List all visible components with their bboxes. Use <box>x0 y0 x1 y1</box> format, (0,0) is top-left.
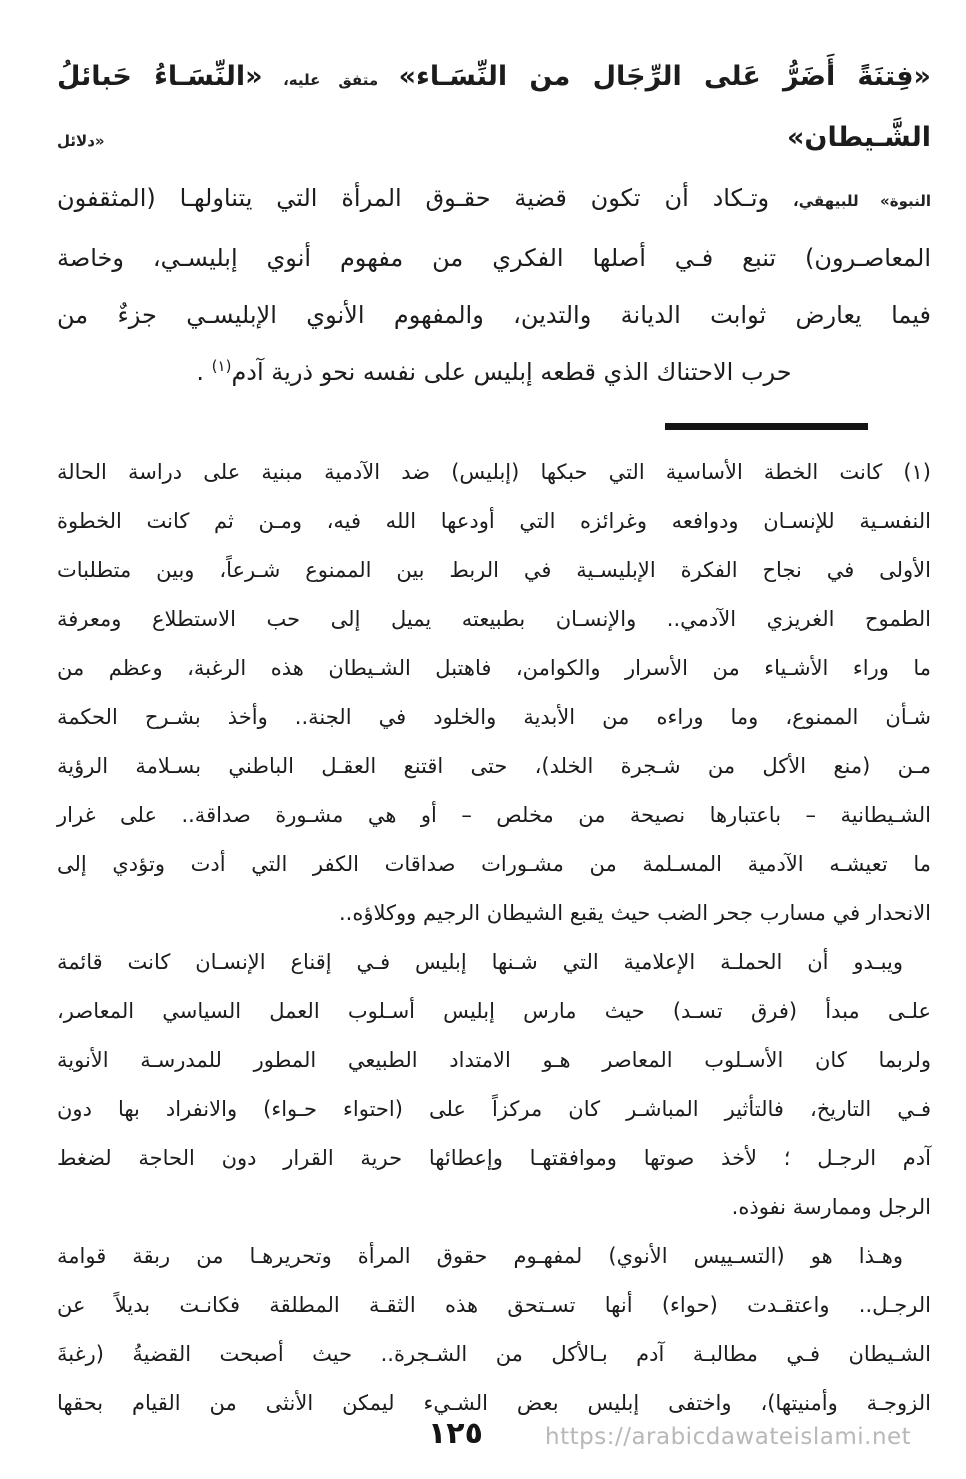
footnote-line: وهـذا هو (التسـييس الأنوي) لمفهـوم حقوق المرأة وتحريرهـا من ربقة قوامة <box>57 1244 903 1268</box>
footnote-line: آدم الرجـل ؛ لأخذ صوتها وموافقتهـا وإعطائها حرية القرار دون الحاجة لضغط <box>57 1146 931 1170</box>
hadith-quote-1: «فِتنَةً أَضَرُّ عَلى الرِّجَال من النِّسَـاء» <box>398 61 931 92</box>
main-text-line: فيما يعارض ثوابت الديانة والتدين، والمفهوم الأنوي الإبليسـي جزءٌ من <box>57 301 931 329</box>
main-text-line: المعاصـرون) تنبع فـي أصلها الفكري من مفهوم أنوي إبليسـي، وخاصة <box>57 244 931 272</box>
footnote-line: النفسـية للإنسـان ودوافعه وغرائزه التي أودعها الله فيه، ومـن ثم كانت الخطوة <box>57 509 931 533</box>
footnote-line: ما وراء الأشـياء من الأسرار والكوامن، فاهتبل الشـيطان هذه الرغبة، وعظم من <box>57 656 931 680</box>
main-text-line <box>57 344 931 401</box>
footnote-line: (١) كانت الخطة الأساسية التي حبكها (إبليس) ضد الآدمية مبنية على دراسة الحالة <box>57 460 931 484</box>
body-text: وتـكاد أن تكون قضية حقـوق المرأة التي يتناولهـا (المثقفون <box>57 184 770 212</box>
main-text-line <box>57 170 931 230</box>
hadith-source-2-part1: «دلائل <box>57 132 105 150</box>
footnote-line: الشـيطانية – باعتبارها نصيحة من مخلص – أو هي مشـورة صداقة.. على غرار <box>57 803 931 827</box>
footnote-line: الانحدار في مسارب جحر الضب حيث يقبع الشيطان الرجيم ووكلاؤه.. <box>339 901 931 925</box>
footnote-line: علـى مبدأ (فرق تسـد) حيث مارس إبليس أسـلوب العمل السياسي المعاصر، <box>57 999 931 1023</box>
page-content <box>57 48 931 1428</box>
footnote-line: ما تعيشـه الآدمية المسـلمة من مشـورات صداقات الكفر التي أدت وتؤدي إلى <box>57 852 931 876</box>
footnote-line: الطموح الغريزي الآدمي.. والإنسـان بطبيعته يميل إلى حب الاستطلاع ومعرفة <box>57 607 931 631</box>
footnote-line: الرجـل.. واعتقـدت (حواء) أنها تسـتحق هذه الثقـة المطلقة فكانـت بديلاً عن <box>57 1293 931 1317</box>
footnote-line: الرجل وممارسة نفوذه. <box>731 1195 931 1219</box>
page-number: ١٢٥ <box>428 1416 483 1451</box>
footnote-block <box>57 448 931 1428</box>
footnote-line: شـأن الممنوع، وما وراءه من الأبدية والخلود في الجنة.. وأخذ بشـرح الحكمة <box>57 705 931 729</box>
main-text-line <box>57 48 931 170</box>
body-text: حرب الاحتناك الذي قطعه إبليس على نفسه نحو ذرية آدم <box>231 358 792 386</box>
sentence-terminal: . <box>196 358 205 386</box>
footnote-divider <box>665 423 868 430</box>
footnote-line: ويبـدو أن الحملـة الإعلامية التي شـنها إبليس فـي إقناع الإنسـان كانت قائمة <box>57 950 903 974</box>
footnote-line: الأولى في نجاح الفكرة الإبليسـية في الربط بين الممنوع شـرعاً، وبين متطلبات <box>57 558 931 582</box>
hadith-source-2-part2: النبوة» للبيهقي، <box>793 192 932 210</box>
hadith-quote-2: «النِّسَـاءُ حَبائلُ الشَّـيطان» <box>57 61 931 153</box>
watermark-url: https://arabicdawateislami.net <box>545 1424 912 1450</box>
footnote-line: فـي التاريخ، فالتأثير المباشـر كان مركزاً على (احتواء حـواء) والانفراد بها دون <box>57 1097 931 1121</box>
footnote-line: مـن (منع الأكل من شـجرة الخلد)، حتى اقتنع العقـل الباطني بسـلامة الرؤية <box>57 754 931 778</box>
footnote-line: الزوجـة وأمنيتها)، واختفى إبليس بعض الشـيء ليمكن الأنثى من القيام بحقها <box>57 1391 931 1415</box>
hadith-source-1: متفق عليه، <box>283 71 379 89</box>
footnote-reference: (١) <box>211 357 232 375</box>
footnote-line: ولربما كان الأسـلوب المعاصر هـو الامتداد الطبيعي المطور للمدرسـة الأنوية <box>57 1048 931 1072</box>
footnote-line: الشـيطان فـي مطالبـة آدم بـالأكل من الشـجرة.. حيث أصبحت القضيةُ (رغبةَ <box>57 1342 931 1366</box>
